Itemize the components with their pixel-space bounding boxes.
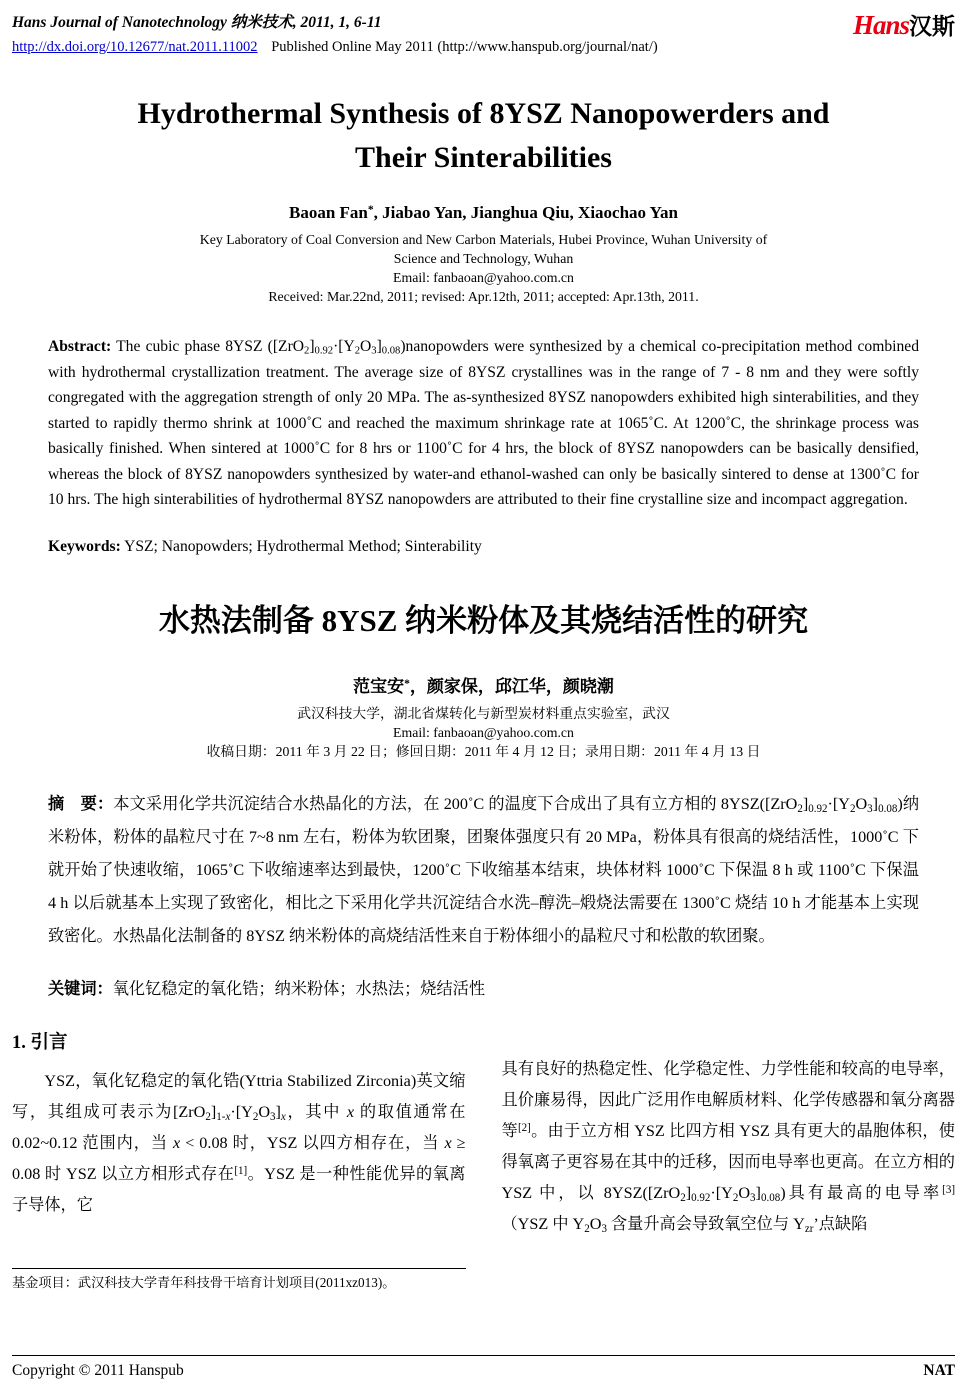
chinese-keywords-text: 氧化钇稳定的氧化锆；纳米粉体；水热法；烧结活性: [112, 980, 486, 998]
intro-left-paragraph: YSZ，氧化钇稳定的氧化锆(Yttria Stabilized Zirconia)英文缩写，其组成可表示为$[ZrO_2]_{1-x}\cdot[Y_2O_3]_x$，其中 x 的取值通常在 0.02~0.12 范围内，当 x < 0.08 时，YSZ 以四方相存在，当 x ≥ 0.08 时 YSZ 以立方相形式存在[1]。YSZ 是一种性能优异的氧离子导体，它: [12, 1072, 466, 1214]
footnote-block: [12, 1268, 466, 1292]
intro-right-paragraph: 具有良好的热稳定性、化学稳定性、力学性能和较高的电导率，且价廉易得，因此广泛用作电解质材料、化学传感器和氧分离器等[2]。由于立方相 YSZ 比四方相 YSZ 具有更大的晶胞体积，使得氧离子更容易在其中的迁移，因而电导率也更高。在立方相的 YSZ 中，以 $8YSZ([ZrO_2]_{0.92}\cdot[Y_2O_3]_{0.08})$具有最高的电导率[3]（YSZ 中 $Y_2O_3$ 含量升高会导致氧空位与 $Y_{zr}$’点缺陷: [501, 1060, 955, 1235]
chinese-keywords-label: 关键词：: [48, 980, 113, 998]
chinese-abstract-text: 本文采用化学共沉淀结合水热晶化的方法，在 200˚C 的温度下合成出了具有立方相的 $8YSZ([ZrO_2]_{0.92}\cdot[Y_2O_3]_{0.08})$纳米粉体，粉体的晶粒尺寸在 7~8 nm 左右，粉体为软团聚，团聚体强度只有 20 MPa，粉体具有很高的烧结活性，1000˚C 下就开始了快速收缩，1065˚C 下收缩速率达到最快，1200˚C 下收缩基本结束，块体材料 1000˚C 下保温 8 h 或 1100˚C 下保温 4 h 以后就基本上实现了致密化，相比之下采用化学共沉淀结合水洗–醇洗–煅烧法需要在 1300˚C 烧结 10 h 才能基本上实现致密化。水热晶化法制备的 8YSZ 纳米粉体的高烧结活性来自于粉体细小的晶粒尺寸和松散的软团聚。: [48, 795, 920, 945]
abstract-label: Abstract:: [48, 338, 112, 355]
authors-line: Baoan Fan*, Jiabao Yan, Jianghua Qiu, Xiaochao Yan: [288, 202, 679, 222]
keywords-text: YSZ; Nanopowders; Hydrothermal Method; Sinterability: [124, 537, 482, 555]
keywords-line: [48, 534, 919, 560]
abstract-paragraph: [48, 334, 919, 513]
journal-code: NAT: [923, 1362, 955, 1379]
affiliation-line-1: Key Laboratory of Coal Conversion and New Carbon Materials, Hubei Province, Wuhan University of: [199, 232, 768, 247]
chinese-email: Email: fanbaoan@yahoo.com.cn: [393, 725, 574, 740]
abstract-text: The cubic phase 8YSZ $([ZrO_2]_{0.92}\cdot[Y_2O_3]_{0.08})nanopowders$ were synthesized by a chemical co-precipitation method combined with hydrothermal crystallization treatment. The average size of 8YSZ crystallines was in the range of 7 - 8 nm and they were softly congregated with the aggregation strength of only 20 MPa. The as-synthesized 8YSZ nanopowders exhibited high sinterabilities, and they started to rapidly thermo shrink at 1000˚C and reached the maximum shrinkage rate at 1065˚C. At 1200˚C, the shrinkage process was basically finished. When sintered at 1000˚C for 8 hrs or 1100˚C for 4 hrs, the block of 8YSZ nanopowders can be basically densified, whereas the block of 8YSZ nanopowders synthesized by water-and ethanol-washed can only be basically sintered to dense at 1300˚C for 10 hrs. The high sinterabilities of hydrothermal 8YSZ nanopowders are attributed to their fine crystalline size and incompact aggregation.: [48, 338, 919, 508]
doi-line: [12, 39, 658, 56]
chinese-dates: 收稿日期：2011 年 3 月 22 日；修回日期：2011 年 4 月 12 日；录用日期：2011 年 4 月 13 日: [206, 744, 761, 759]
chinese-keywords: [48, 976, 919, 1002]
left-column: [12, 1028, 466, 1292]
received-line: Received: Mar.22nd, 2011; revised: Apr.12th, 2011; accepted: Apr.13th, 2011.: [268, 289, 699, 304]
header-text-block: [12, 10, 658, 56]
chinese-title: 水热法制备 8YSZ 纳米粉体及其烧结活性的研究: [158, 603, 809, 638]
doi-link[interactable]: http://dx.doi.org/10.12677/nat.2011.11002: [12, 39, 258, 55]
keywords-label: Keywords:: [48, 537, 121, 555]
logo-hans-text: Hans: [852, 10, 909, 40]
page-header: [12, 10, 955, 56]
right-column: [502, 1028, 956, 1292]
logo-hanzi-text: 汉斯: [909, 14, 955, 39]
hanspub-logo: [853, 10, 955, 39]
chinese-abstract-label: 摘 要：: [48, 795, 114, 813]
footer-row: [12, 1356, 955, 1389]
paper-title: Hydrothermal Synthesis of 8YSZ Nanopowerders and Their Sinterabilities: [137, 97, 830, 174]
funding-footnote: 基金项目：武汉科技大学青年科技骨干培育计划项目(2011xz013)。: [12, 1275, 396, 1290]
copyright-text: Copyright © 2011 Hanspub: [12, 1362, 184, 1379]
chinese-abstract: [48, 788, 919, 953]
chinese-affiliation: 武汉科技大学，湖北省煤转化与新型炭材料重点实验室，武汉: [297, 706, 670, 721]
two-column-section: [12, 1028, 955, 1292]
footnote-divider: [12, 1268, 466, 1269]
journal-title: Hans Journal of Nanotechnology 纳米技术, 2011, 1, 6-11: [12, 14, 382, 31]
chinese-authors: 范宝安*，颜家保，邱江华，颜晓潮: [353, 676, 614, 696]
affiliation-line-2: Science and Technology, Wuhan: [393, 251, 574, 266]
page-footer: [12, 1355, 955, 1389]
email-line: Email: fanbaoan@yahoo.com.cn: [393, 270, 574, 285]
section-1-heading: 1. 引言: [12, 1033, 68, 1053]
published-info: Published Online May 2011 (http://www.hanspub.org/journal/nat/): [271, 39, 658, 55]
